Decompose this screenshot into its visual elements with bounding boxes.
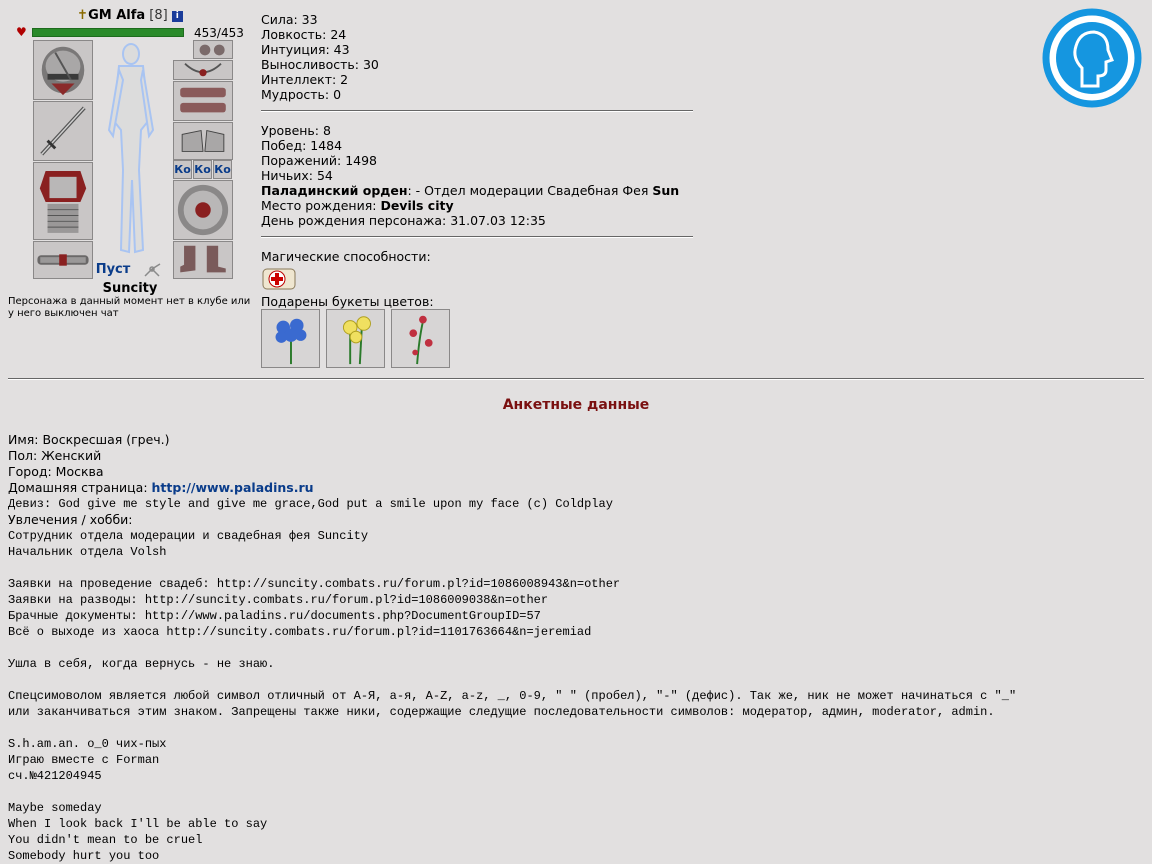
info-icon[interactable]: i [172,11,183,22]
profile-panel [8,432,1144,864]
record-level: Уровень: 8 [261,123,331,138]
magic-scroll-icon[interactable] [261,267,297,291]
profile-hobbies-label: Увлечения / хобби: [8,512,133,527]
weapon-slot[interactable] [33,101,93,161]
belt-icon [34,242,92,278]
armor-slot[interactable] [33,162,93,240]
flower-bouquet-yellow[interactable] [326,309,385,368]
birthplace-line [261,198,693,213]
divider [261,110,693,112]
order-suffix: Sun [652,183,680,198]
order-label: Паладинский орден [261,183,408,198]
flowers-list [261,309,693,368]
hp-row [16,26,252,40]
birthplace-value: Devils city [380,198,454,213]
shield-slot[interactable] [173,180,233,240]
triskelion-icon [133,261,171,278]
helmet-slot[interactable] [33,40,93,100]
stats-panel [261,12,693,368]
profile-city: Город: Москва [8,464,104,479]
bracers-icon [174,82,232,120]
record-wins: Побед: 1484 [261,138,343,153]
belt-slot[interactable] [33,241,93,279]
divider [261,236,693,238]
helmet-icon [34,41,92,99]
gloves-slot[interactable] [173,122,233,160]
flower-bouquet-blue[interactable] [261,309,320,368]
heart-icon: ♥ [16,25,27,39]
record-draws: Ничьих: 54 [261,168,333,183]
boots-icon [174,242,232,278]
gloves-icon [174,123,232,159]
stat-agility: Ловкость: 24 [261,27,347,42]
flowers-label: Подарены букеты цветов: [261,294,434,309]
shield-icon [174,181,232,239]
earrings-slot[interactable] [193,40,233,59]
empty-slot[interactable]: Пуст [95,262,131,277]
boots-slot[interactable] [173,241,233,279]
character-header [8,8,252,22]
homepage-label: Домашняя страница: [8,480,152,495]
birthplace-label: Место рождения: [261,198,381,213]
paladin-order-logo[interactable] [1042,8,1142,108]
section-title: Анкетные данные [502,397,650,413]
offline-note: Персонажа в данный момент нет в клубе или у него выключен чат [8,296,251,319]
magic-label: Магические способности: [261,249,431,264]
homepage-link[interactable]: http://www.paladins.ru [151,480,314,495]
blue-flowers-icon [262,310,319,367]
profile-gender: Пол: Женский [8,448,102,463]
character-silhouette [95,40,171,260]
hp-text: 453/453 [194,26,244,40]
character-level: [8] [149,8,168,23]
section-divider [8,378,1144,380]
stat-strength: Сила: 33 [261,12,318,27]
hp-bar [32,28,184,37]
earrings-icon [194,41,232,58]
paladin-cross-icon: ✝ [77,8,89,23]
order-value: : - Отдел модерации Свадебная Фея [407,183,653,198]
bracers-slot[interactable] [173,81,233,121]
ring-slot-1[interactable]: Ко [173,160,192,179]
order-line [261,183,693,198]
ring-slot-3[interactable]: Ко [213,160,232,179]
stat-wisdom: Мудрость: 0 [261,87,342,102]
character-city: Suncity [102,281,158,296]
ring-slot-2[interactable]: Ко [193,160,212,179]
record-losses: Поражений: 1498 [261,153,378,168]
stat-intuition: Интуиция: 43 [261,42,350,57]
amulet-icon [174,61,232,79]
red-flowers-icon [392,310,449,367]
profile-homepage [8,480,1144,496]
sword-icon [34,102,92,160]
armor-icon [34,163,92,239]
yellow-flowers-icon [327,310,384,367]
flower-bouquet-red[interactable] [391,309,450,368]
profile-name: Имя: Воскресшая (греч.) [8,432,170,447]
bag-slot[interactable] [133,261,171,278]
character-nickname: GM Alfa [88,8,146,23]
profile-motto: Девиз: God give me style and give me grace,God put a smile upon my face (c) Coldplay [8,497,613,511]
profile-about: Сотрудник отдела модерации и свадебная фея Suncity Начальник отдела Volsh Заявки на проведение свадеб: http://suncity.combats.ru/forum.pl?id=1086008943&n=other Заявки на разводы: http://suncity.combats.ru/forum.pl?id=1086009038&n=other Брачные документы: http://www.paladins.ru/documents.php?DocumentGroupID=57 Всё о выходе из хаоса http://suncity.combats.ru/forum.pl?id=1101763664&n=jeremiad Ушла в себя, когда вернусь - не знаю. Спецсимоволом является любой символ отличный от А-Я, а-я, A-Z, a-z, _, 0-9, " " (пробел), "-" (дефис). Так же, ник не может начинаться с "_" или заканчиваться этим знаком. Запрещены также ники, содержащие следущие последовательности символов: модератор, админ, moderator, admin. S.h.am.an. o_0 чих-пых Играю вместе с Forman сч.№421204945 Maybe someday When I look back I'll be able to say You didn't mean to be cruel Somebody hurt you too [8,529,1017,863]
birthday-line: День рождения персонажа: 31.07.03 12:35 [261,213,546,228]
stat-intellect: Интеллект: 2 [261,72,349,87]
stat-endurance: Выносливость: 30 [261,57,379,72]
character-figure [95,40,171,260]
amulet-slot[interactable] [173,60,233,80]
